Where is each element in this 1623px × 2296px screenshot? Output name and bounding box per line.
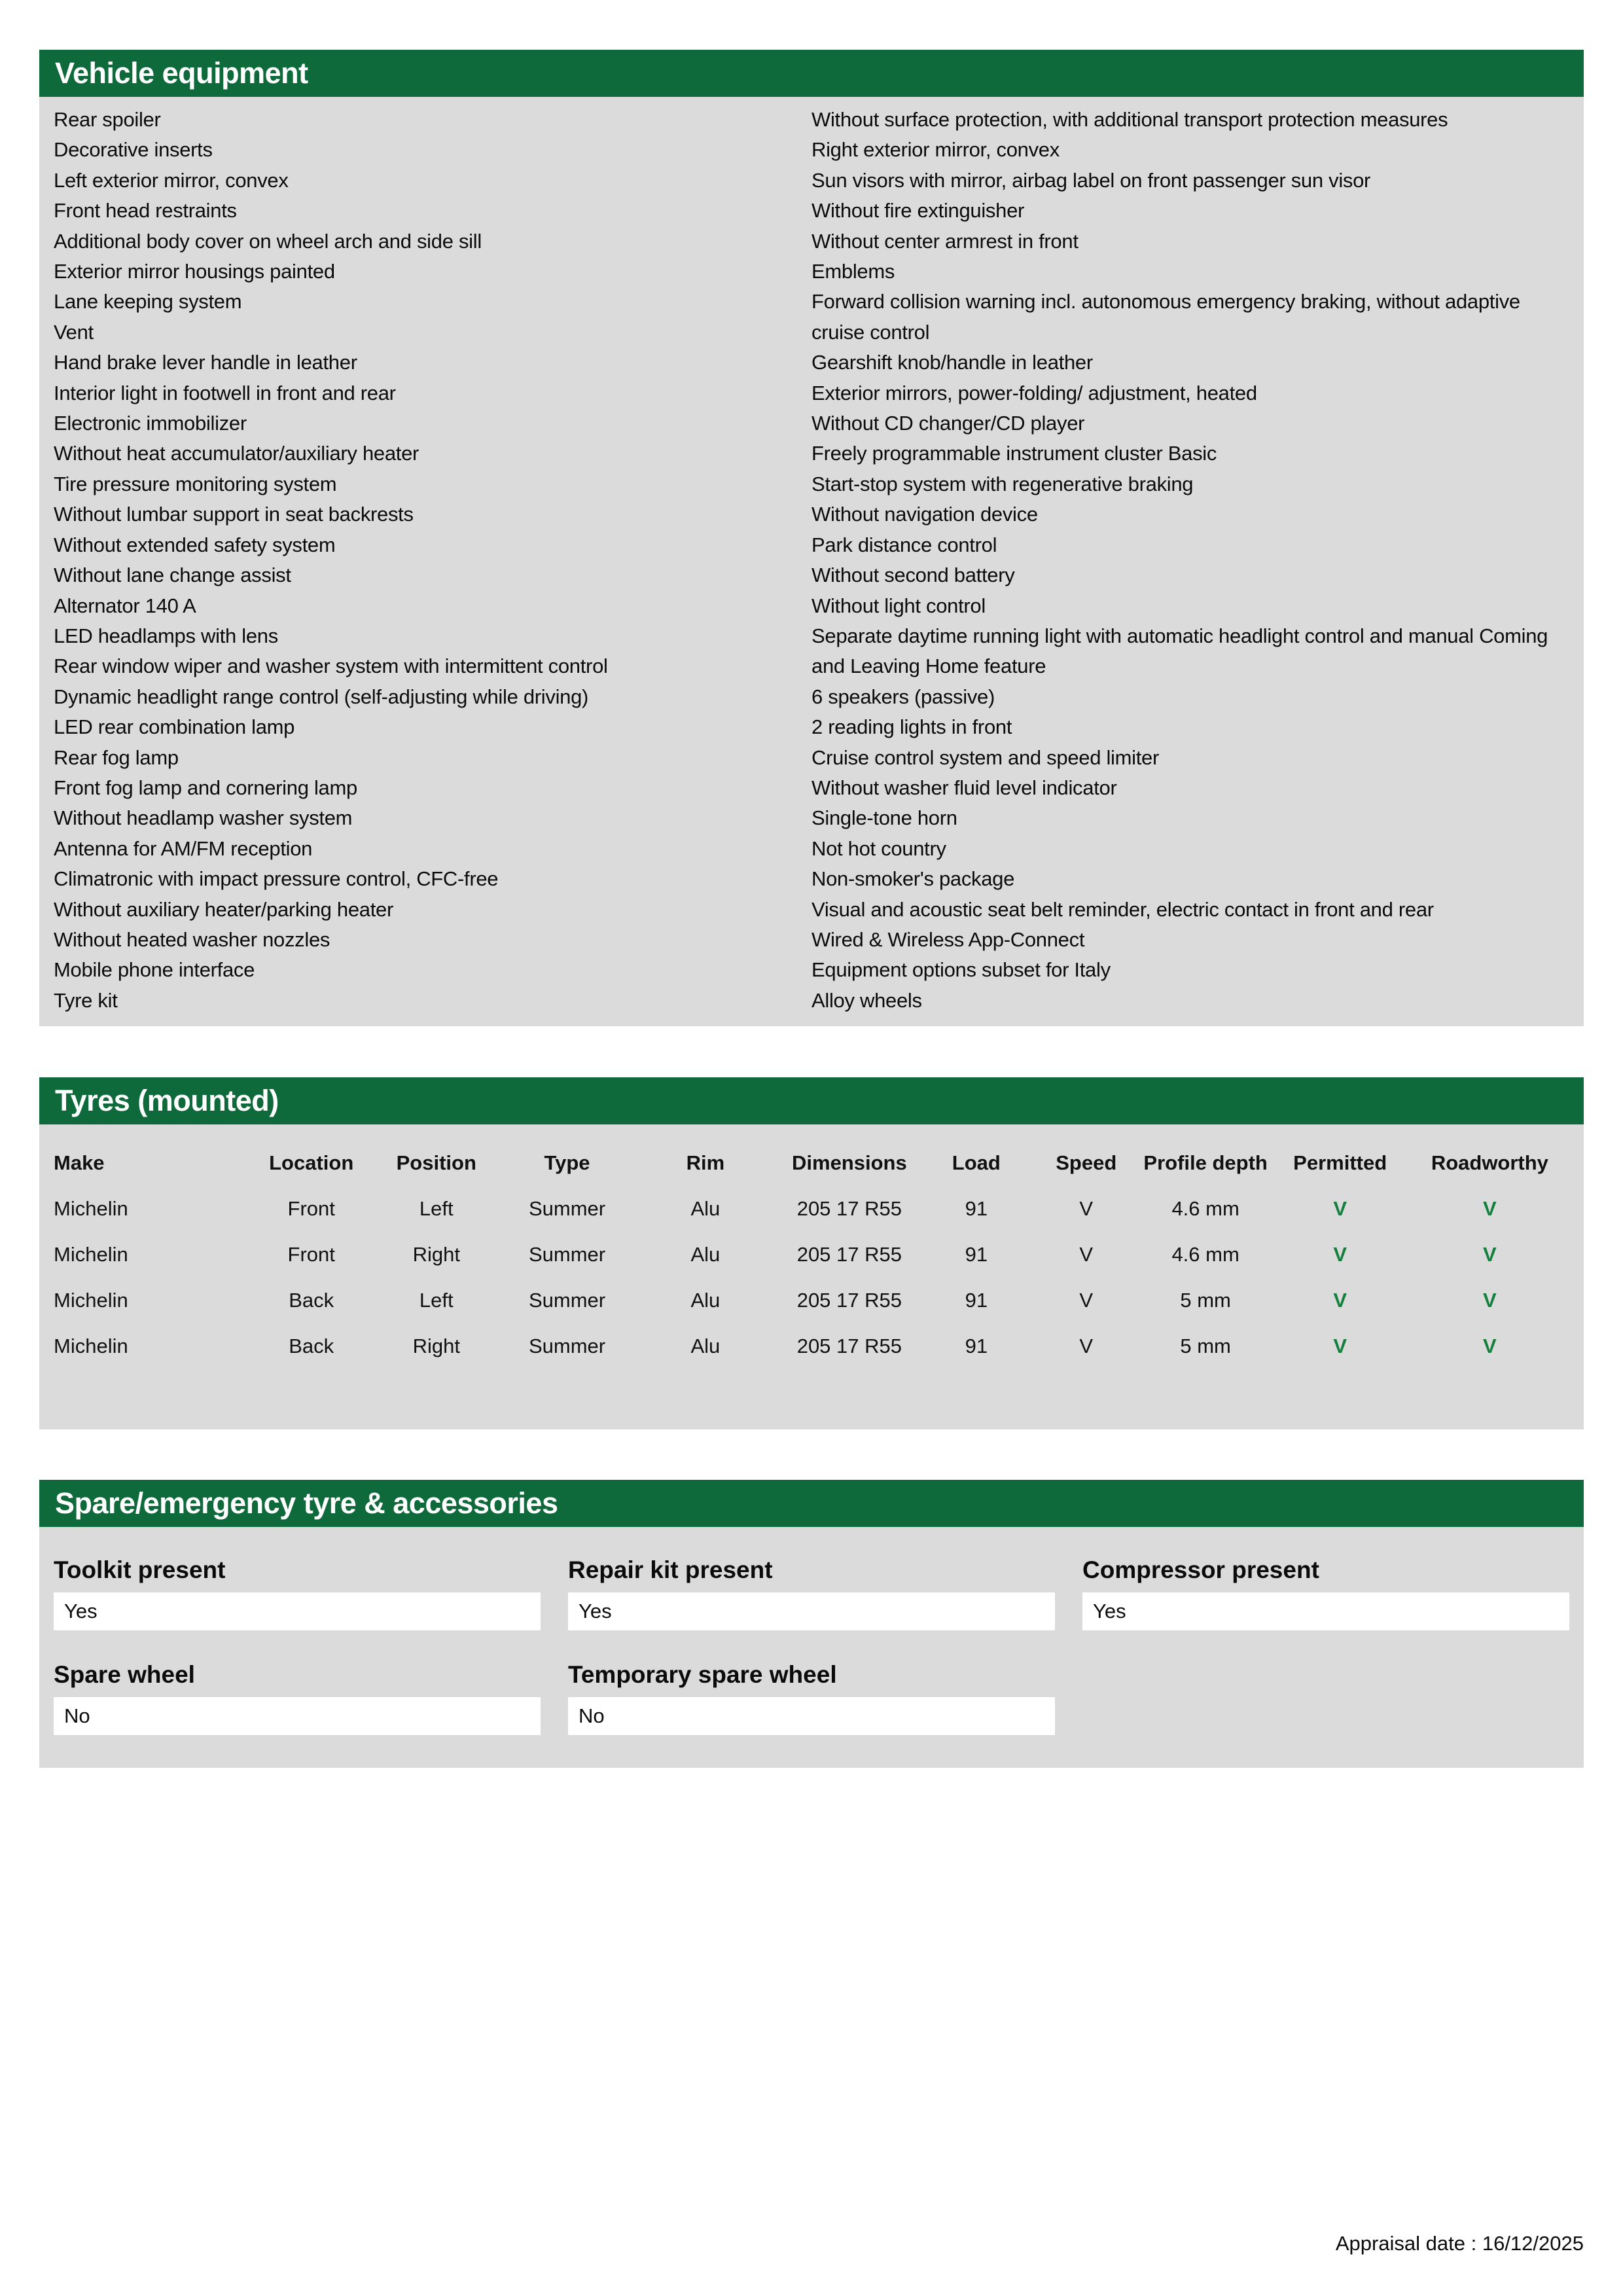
tyre-cell-speed: V — [1079, 1243, 1094, 1266]
equipment-item: Rear spoiler — [54, 108, 161, 131]
tyre-cell-permitted: V — [1333, 1335, 1347, 1358]
equipment-item: Additional body cover on wheel arch and side sill — [54, 229, 482, 253]
equipment-item: Sun visors with mirror, airbag label on front passenger sun visor — [812, 168, 1371, 192]
equipment-item: Emblems — [812, 260, 895, 283]
tyre-cell-position: Left — [419, 1289, 454, 1312]
tyre-cell-roadworthy: V — [1483, 1289, 1497, 1312]
tyre-cell-dimensions: 205 17 R55 — [796, 1289, 902, 1312]
equipment-item: Lane keeping system — [54, 290, 242, 314]
spare-field-value-box: No — [54, 1697, 541, 1735]
equipment-item: Antenna for AM/FM reception — [54, 836, 313, 860]
tyre-cell-location: Back — [289, 1335, 334, 1358]
tyre-cell-make: Michelin — [54, 1197, 128, 1221]
equipment-item: Dynamic headlight range control (self-adjusting while driving) — [54, 685, 589, 708]
tyre-cell-profile-depth: 4.6 mm — [1171, 1243, 1240, 1266]
tyre-cell-dimensions: 205 17 R55 — [796, 1335, 902, 1358]
spare-field-value-box: Yes — [1082, 1592, 1569, 1630]
appraisal-date: Appraisal date : 16/12/2025 — [1335, 2232, 1584, 2255]
equipment-item: Visual and acoustic seat belt reminder, electric contact in front and rear — [812, 897, 1434, 921]
tyre-cell-location: Front — [287, 1197, 335, 1221]
equipment-item: Non-smoker's package — [812, 867, 1015, 891]
equipment-item: Without surface protection, with additional transport protection measures — [812, 108, 1448, 131]
spare-title: Spare/emergency tyre & accessories — [55, 1486, 558, 1520]
vehicle-equipment-title: Vehicle equipment — [55, 56, 308, 90]
spare-field-value-box: Yes — [54, 1592, 541, 1630]
tyres-table-body — [54, 1186, 1569, 1369]
equipment-item: 2 reading lights in front — [812, 715, 1012, 739]
tyres-section — [39, 1077, 1584, 1429]
equipment-item: Exterior mirror housings painted — [54, 260, 335, 283]
equipment-item: Decorative inserts — [54, 138, 213, 162]
equipment-item: Interior light in footwell in front and rear — [54, 381, 396, 404]
tyre-cell-load: 91 — [965, 1335, 988, 1358]
tyre-cell-profile-depth: 4.6 mm — [1171, 1197, 1240, 1221]
equipment-item: Without heated washer nozzles — [54, 927, 330, 951]
equipment-item: Without CD changer/CD player — [812, 412, 1085, 435]
equipment-item: Not hot country — [812, 836, 946, 860]
tyre-cell-roadworthy: V — [1483, 1243, 1497, 1266]
tyre-cell-speed: V — [1079, 1289, 1094, 1312]
equipment-item: Without navigation device — [812, 503, 1038, 526]
spare-field — [54, 1660, 541, 1735]
tyre-row — [54, 1232, 1569, 1278]
tyre-cell-profile-depth: 5 mm — [1180, 1335, 1231, 1358]
equipment-item: LED headlamps with lens — [54, 624, 278, 647]
col-header-permitted: Permitted — [1293, 1151, 1387, 1175]
tyre-cell-make: Michelin — [54, 1289, 128, 1312]
equipment-item: Forward collision warning incl. autonomous emergency braking, without adaptive cruise control — [812, 290, 1520, 344]
spare-header — [39, 1480, 1584, 1527]
tyre-cell-location: Back — [289, 1289, 334, 1312]
tyre-cell-type: Summer — [528, 1243, 606, 1266]
tyre-cell-make: Michelin — [54, 1335, 128, 1358]
equipment-item: Left exterior mirror, convex — [54, 168, 289, 192]
spare-field-label: Toolkit present — [54, 1556, 226, 1584]
spare-section — [39, 1480, 1584, 1768]
equipment-item: Without heat accumulator/auxiliary heater — [54, 442, 419, 465]
equipment-item: Climatronic with impact pressure control, CFC-free — [54, 867, 499, 891]
tyre-row — [54, 1278, 1569, 1323]
equipment-item: Without washer fluid level indicator — [812, 776, 1117, 799]
col-header-dimensions: Dimensions — [792, 1151, 907, 1175]
equipment-item: Equipment options subset for Italy — [812, 958, 1111, 982]
equipment-item: Alloy wheels — [812, 988, 922, 1012]
equipment-column-left — [54, 105, 812, 1016]
col-header-location: Location — [269, 1151, 354, 1175]
equipment-item: Right exterior mirror, convex — [812, 138, 1060, 162]
equipment-item: Rear window wiper and washer system with intermittent control — [54, 655, 608, 678]
col-header-make: Make — [54, 1151, 105, 1175]
equipment-item: Without center armrest in front — [812, 229, 1079, 253]
equipment-item: Electronic immobilizer — [54, 412, 247, 435]
tyre-cell-location: Front — [287, 1243, 335, 1266]
equipment-item: Single-tone horn — [812, 806, 957, 830]
spare-field — [1082, 1556, 1569, 1630]
equipment-item: Hand brake lever handle in leather — [54, 351, 357, 374]
tyre-cell-type: Summer — [528, 1197, 606, 1221]
equipment-item: Without light control — [812, 594, 986, 617]
spare-field — [568, 1660, 1055, 1735]
equipment-item: Without auxiliary heater/parking heater — [54, 897, 394, 921]
equipment-item: Without lumbar support in seat backrests — [54, 503, 414, 526]
equipment-item: Mobile phone interface — [54, 958, 255, 982]
tyre-cell-position: Right — [412, 1243, 460, 1266]
tyres-title: Tyres (mounted) — [55, 1084, 279, 1118]
equipment-item: Without second battery — [812, 564, 1015, 587]
vehicle-equipment-body — [39, 97, 1584, 1026]
equipment-item: Without extended safety system — [54, 533, 336, 556]
equipment-item: Park distance control — [812, 533, 997, 556]
col-header-rim: Rim — [686, 1151, 725, 1175]
tyre-cell-roadworthy: V — [1483, 1335, 1497, 1358]
equipment-item: 6 speakers (passive) — [812, 685, 995, 708]
equipment-item: Exterior mirrors, power-folding/ adjustment, heated — [812, 381, 1257, 404]
equipment-item: Front head restraints — [54, 199, 237, 223]
tyre-cell-load: 91 — [965, 1243, 988, 1266]
equipment-item: Without fire extinguisher — [812, 199, 1025, 223]
tyre-row — [54, 1323, 1569, 1369]
tyres-table-header-row — [54, 1140, 1569, 1186]
tyre-cell-position: Right — [412, 1335, 460, 1358]
spare-field-label: Compressor present — [1082, 1556, 1319, 1584]
tyre-cell-rim: Alu — [690, 1197, 721, 1221]
col-header-speed: Speed — [1056, 1151, 1117, 1175]
equipment-item: Alternator 140 A — [54, 594, 196, 617]
equipment-item: Without headlamp washer system — [54, 806, 353, 830]
tyre-cell-permitted: V — [1333, 1289, 1347, 1312]
tyre-cell-type: Summer — [528, 1289, 606, 1312]
col-header-roadworthy: Roadworthy — [1431, 1151, 1548, 1175]
tyre-cell-profile-depth: 5 mm — [1180, 1289, 1231, 1312]
equipment-item: Front fog lamp and cornering lamp — [54, 776, 357, 799]
equipment-item: Wired & Wireless App-Connect — [812, 927, 1085, 951]
equipment-item: Cruise control system and speed limiter — [812, 745, 1160, 769]
equipment-item: Separate daytime running light with automatic headlight control and manual Coming and Leaving Home feature — [812, 624, 1548, 678]
vehicle-equipment-header — [39, 50, 1584, 97]
equipment-item: Start-stop system with regenerative braking — [812, 472, 1194, 495]
tyre-row — [54, 1186, 1569, 1232]
spare-field-label: Repair kit present — [568, 1556, 773, 1584]
spare-field — [54, 1556, 541, 1630]
tyre-cell-rim: Alu — [690, 1335, 721, 1358]
tyre-cell-roadworthy: V — [1483, 1197, 1497, 1221]
tyre-cell-speed: V — [1079, 1197, 1094, 1221]
equipment-item: Without lane change assist — [54, 564, 291, 587]
tyre-cell-rim: Alu — [690, 1243, 721, 1266]
tyre-cell-type: Summer — [528, 1335, 606, 1358]
tyres-body — [39, 1124, 1584, 1429]
tyre-cell-make: Michelin — [54, 1243, 128, 1266]
tyre-cell-permitted: V — [1333, 1243, 1347, 1266]
equipment-column-right — [812, 105, 1569, 1016]
spare-body — [39, 1527, 1584, 1768]
col-header-profile-depth: Profile depth — [1143, 1151, 1268, 1175]
tyres-table — [54, 1140, 1569, 1369]
tyre-cell-rim: Alu — [690, 1289, 721, 1312]
spare-field-value-box: Yes — [568, 1592, 1055, 1630]
spare-field — [568, 1556, 1055, 1630]
spare-field-label: Spare wheel — [54, 1661, 195, 1689]
col-header-load: Load — [952, 1151, 1001, 1175]
vehicle-equipment-section — [39, 50, 1584, 1026]
tyre-cell-dimensions: 205 17 R55 — [796, 1243, 902, 1266]
equipment-item: Rear fog lamp — [54, 745, 179, 769]
tyre-cell-permitted: V — [1333, 1197, 1347, 1221]
tyre-cell-load: 91 — [965, 1197, 988, 1221]
equipment-item: Vent — [54, 320, 94, 344]
equipment-item: Tyre kit — [54, 988, 118, 1012]
tyre-cell-dimensions: 205 17 R55 — [796, 1197, 902, 1221]
spare-field-label: Temporary spare wheel — [568, 1661, 837, 1689]
tyres-header — [39, 1077, 1584, 1124]
tyre-cell-position: Left — [419, 1197, 454, 1221]
equipment-item: Freely programmable instrument cluster Basic — [812, 442, 1217, 465]
tyre-cell-speed: V — [1079, 1335, 1094, 1358]
equipment-item: LED rear combination lamp — [54, 715, 295, 739]
col-header-position: Position — [396, 1151, 476, 1175]
spare-field-value-box: No — [568, 1697, 1055, 1735]
equipment-item: Gearshift knob/handle in leather — [812, 351, 1093, 374]
equipment-item: Tire pressure monitoring system — [54, 472, 337, 495]
col-header-type: Type — [544, 1151, 590, 1175]
tyre-cell-load: 91 — [965, 1289, 988, 1312]
